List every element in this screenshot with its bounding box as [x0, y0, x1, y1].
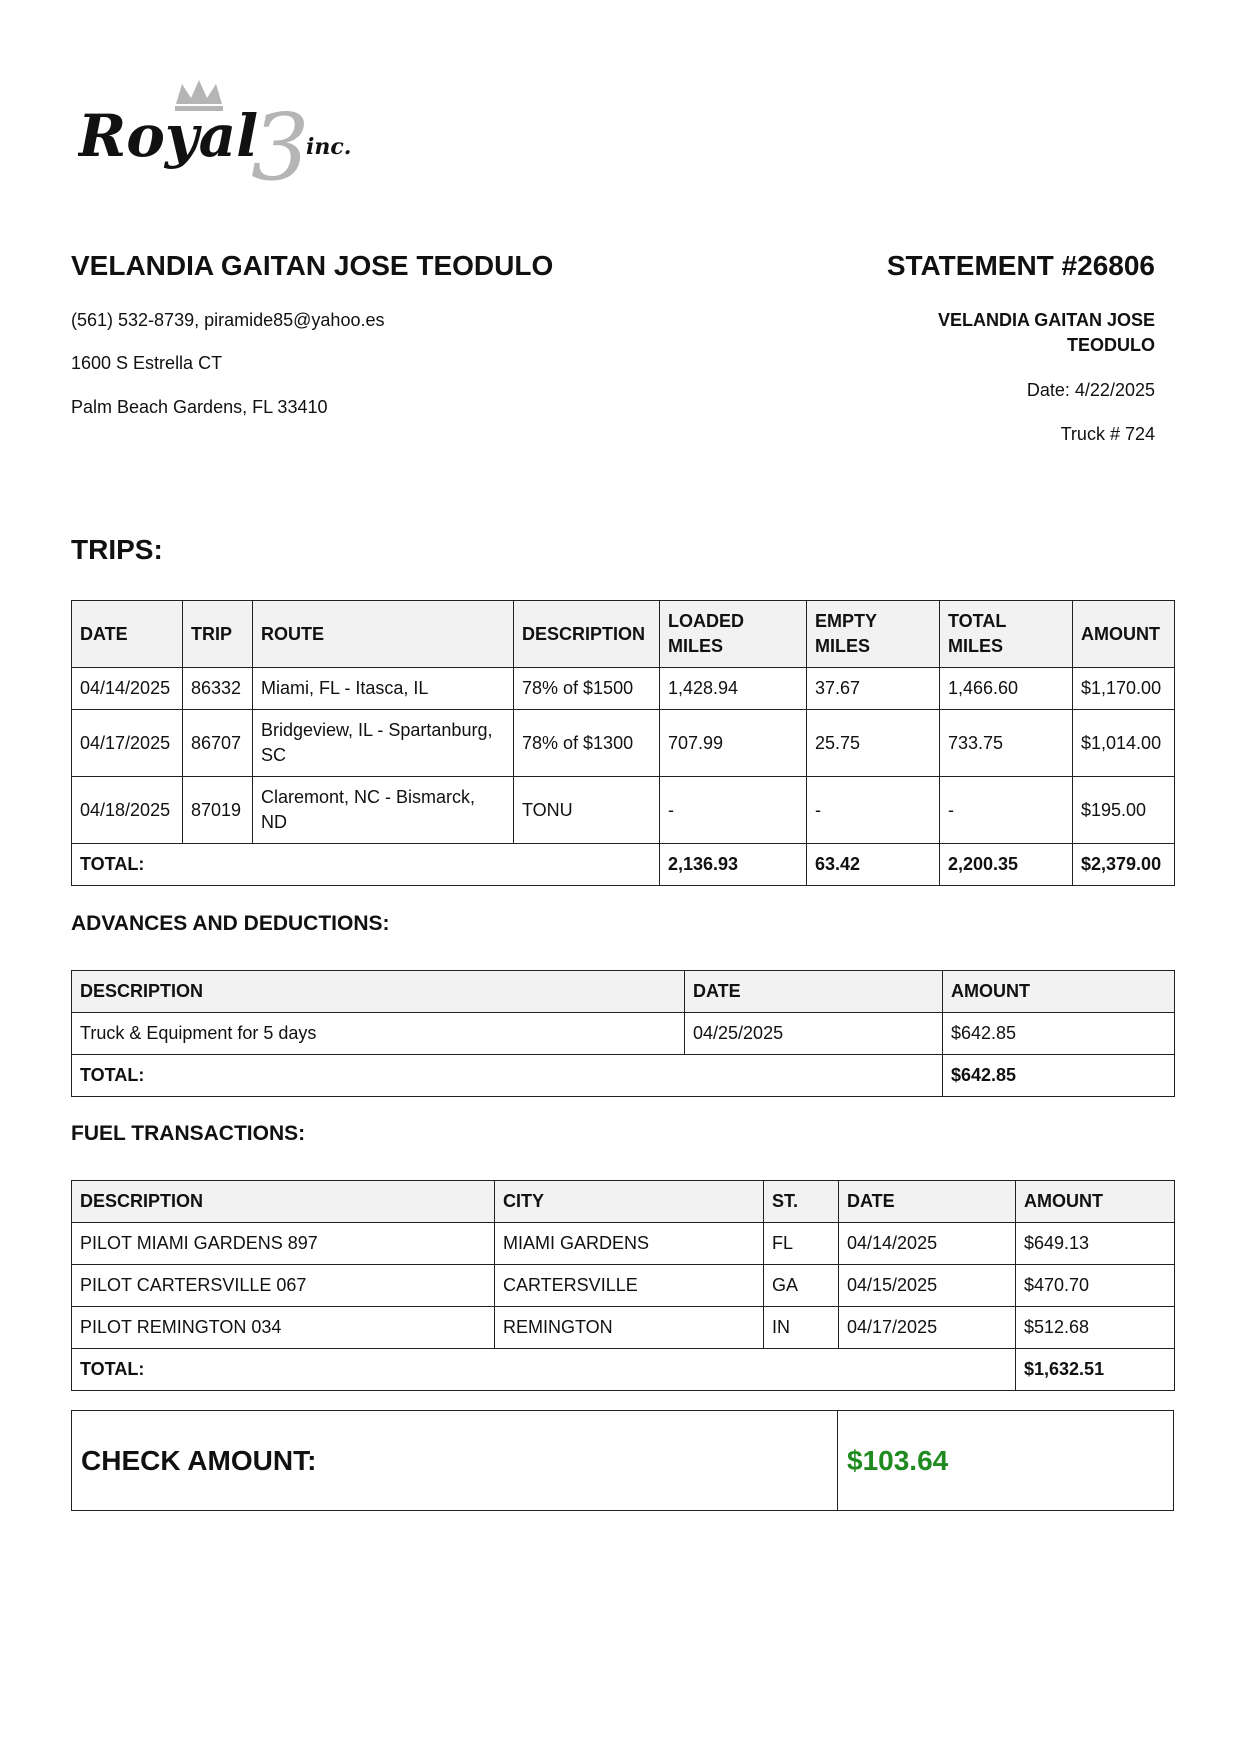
- check-amount-value: $103.64: [847, 1444, 949, 1476]
- trip-empty-miles: 25.75: [807, 710, 940, 777]
- trip-loaded-miles: 707.99: [660, 710, 807, 777]
- payee-line1: VELANDIA GAITAN JOSE: [937, 310, 1155, 330]
- driver-name: VELANDIA GAITAN JOSE TEODULO: [71, 250, 554, 281]
- trip-date: 04/18/2025: [72, 777, 183, 844]
- fuel-description: PILOT MIAMI GARDENS 897: [72, 1223, 495, 1265]
- trips-table: [71, 600, 1175, 886]
- advances-total-amount: $642.85: [943, 1055, 1175, 1097]
- fuel-date: 04/14/2025: [839, 1223, 1016, 1265]
- logo-suffix: inc.: [306, 134, 352, 160]
- trips-total-label: TOTAL:: [72, 844, 660, 886]
- logo-numeral: 3: [251, 94, 310, 190]
- fuel-amount: $649.13: [1016, 1223, 1175, 1265]
- fuel-description: PILOT REMINGTON 034: [72, 1307, 495, 1349]
- trip-description: 78% of $1500: [514, 668, 660, 710]
- fuel-state: FL: [764, 1223, 839, 1265]
- trips-header-row: [72, 601, 1175, 668]
- table-row: [72, 1307, 1175, 1349]
- advances-table: [71, 970, 1175, 1097]
- trips-total-miles: 2,200.35: [940, 844, 1073, 886]
- trip-amount: $1,014.00: [1073, 710, 1175, 777]
- fuel-table: [71, 1180, 1175, 1391]
- trip-total-miles: 733.75: [940, 710, 1073, 777]
- company-logo: [78, 78, 378, 190]
- fuel-total-label: TOTAL:: [72, 1349, 1016, 1391]
- col-date: DATE: [685, 971, 943, 1013]
- trip-date: 04/14/2025: [72, 668, 183, 710]
- advance-date: 04/25/2025: [685, 1013, 943, 1055]
- col-empty-miles: EMPTY MILES: [807, 601, 940, 668]
- table-row: [72, 668, 1175, 710]
- trip-route: Miami, FL - Itasca, IL: [253, 668, 514, 710]
- payee-line2: TEODULO: [1067, 335, 1155, 355]
- col-state: ST.: [764, 1181, 839, 1223]
- col-date: DATE: [72, 601, 183, 668]
- trip-total-miles: -: [940, 777, 1073, 844]
- check-amount-label: CHECK AMOUNT:: [72, 1411, 838, 1510]
- truck-number: Truck # 724: [1060, 424, 1155, 444]
- fuel-city: MIAMI GARDENS: [495, 1223, 764, 1265]
- trip-route: Claremont, NC - Bismarck, ND: [253, 777, 514, 844]
- statement-date: Date: 4/22/2025: [1026, 380, 1155, 400]
- trip-amount: $1,170.00: [1073, 668, 1175, 710]
- col-loaded-miles: LOADED MILES: [660, 601, 807, 668]
- trip-loaded-miles: -: [660, 777, 807, 844]
- trip-total-miles: 1,466.60: [940, 668, 1073, 710]
- trip-loaded-miles: 1,428.94: [660, 668, 807, 710]
- trip-number: 86707: [183, 710, 253, 777]
- check-amount-box: [71, 1410, 1174, 1511]
- trip-description: 78% of $1300: [514, 710, 660, 777]
- col-description: DESCRIPTION: [514, 601, 660, 668]
- advances-title: ADVANCES AND DEDUCTIONS:: [71, 912, 390, 935]
- driver-address-line1: 1600 S Estrella CT: [71, 353, 223, 373]
- fuel-title: FUEL TRANSACTIONS:: [71, 1122, 306, 1145]
- advance-description: Truck & Equipment for 5 days: [72, 1013, 685, 1055]
- statement-title: STATEMENT #26806: [886, 250, 1155, 281]
- col-amount: AMOUNT: [1073, 601, 1175, 668]
- fuel-state: IN: [764, 1307, 839, 1349]
- table-row: [72, 1013, 1175, 1055]
- col-route: ROUTE: [253, 601, 514, 668]
- fuel-city: REMINGTON: [495, 1307, 764, 1349]
- trip-number: 86332: [183, 668, 253, 710]
- col-trip: TRIP: [183, 601, 253, 668]
- advances-total-row: [72, 1055, 1175, 1097]
- fuel-description: PILOT CARTERSVILLE 067: [72, 1265, 495, 1307]
- fuel-city: CARTERSVILLE: [495, 1265, 764, 1307]
- trips-total-amount: $2,379.00: [1073, 844, 1175, 886]
- table-row: [72, 1265, 1175, 1307]
- fuel-header-row: [72, 1181, 1175, 1223]
- trip-amount: $195.00: [1073, 777, 1175, 844]
- col-amount: AMOUNT: [943, 971, 1175, 1013]
- logo-wordmark: Royal: [78, 102, 259, 170]
- trip-route: Bridgeview, IL - Spartanburg, SC: [253, 710, 514, 777]
- fuel-date: 04/17/2025: [839, 1307, 1016, 1349]
- trips-total-loaded: 2,136.93: [660, 844, 807, 886]
- col-city: CITY: [495, 1181, 764, 1223]
- col-amount: AMOUNT: [1016, 1181, 1175, 1223]
- trip-empty-miles: -: [807, 777, 940, 844]
- trip-empty-miles: 37.67: [807, 668, 940, 710]
- col-description: DESCRIPTION: [72, 1181, 495, 1223]
- trip-description: TONU: [514, 777, 660, 844]
- trip-number: 87019: [183, 777, 253, 844]
- fuel-date: 04/15/2025: [839, 1265, 1016, 1307]
- advance-amount: $642.85: [943, 1013, 1175, 1055]
- table-row: [72, 710, 1175, 777]
- table-row: [72, 1223, 1175, 1265]
- fuel-amount: $512.68: [1016, 1307, 1175, 1349]
- driver-address-line2: Palm Beach Gardens, FL 33410: [71, 397, 328, 417]
- fuel-amount: $470.70: [1016, 1265, 1175, 1307]
- fuel-total-amount: $1,632.51: [1016, 1349, 1175, 1391]
- table-row: [72, 777, 1175, 844]
- col-description: DESCRIPTION: [72, 971, 685, 1013]
- fuel-state: GA: [764, 1265, 839, 1307]
- col-date: DATE: [839, 1181, 1016, 1223]
- driver-contact: (561) 532-8739, piramide85@yahoo.es: [71, 310, 385, 330]
- advances-header-row: [72, 971, 1175, 1013]
- fuel-total-row: [72, 1349, 1175, 1391]
- trips-title: TRIPS:: [71, 534, 163, 565]
- trips-total-empty: 63.42: [807, 844, 940, 886]
- payee-block: [875, 308, 1155, 358]
- trips-total-row: [72, 844, 1175, 886]
- trip-date: 04/17/2025: [72, 710, 183, 777]
- advances-total-label: TOTAL:: [72, 1055, 943, 1097]
- col-total-miles: TOTAL MILES: [940, 601, 1073, 668]
